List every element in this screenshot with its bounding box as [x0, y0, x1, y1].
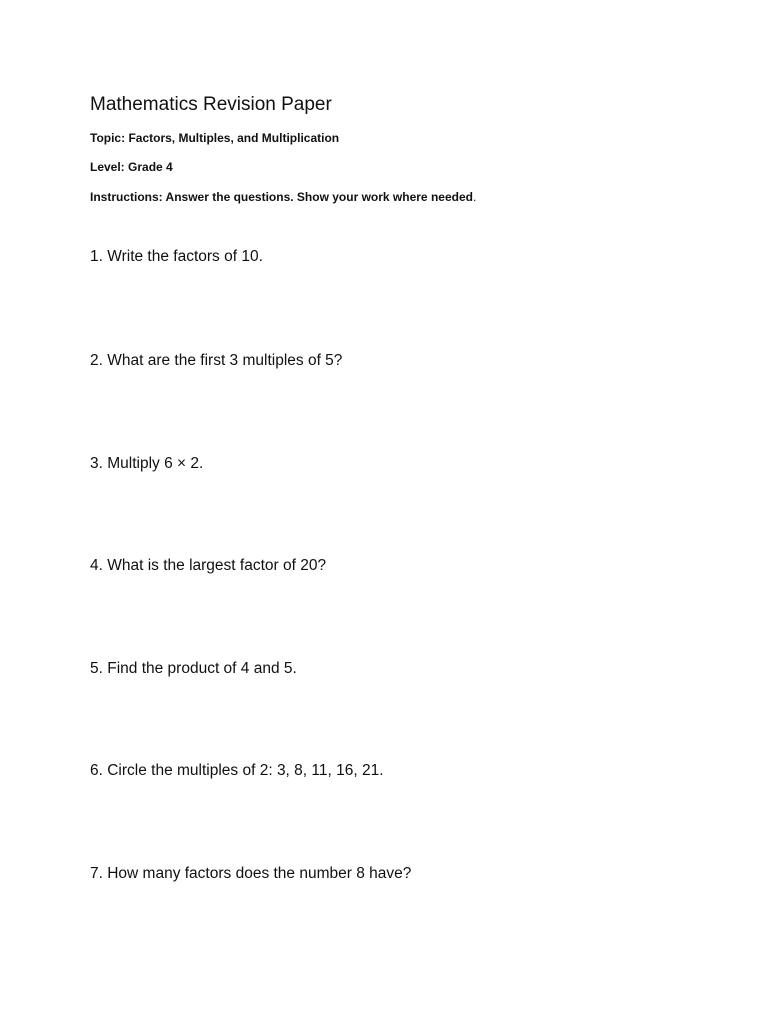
- question-2: 2. What are the first 3 multiples of 5?: [90, 352, 343, 369]
- paper-title: Mathematics Revision Paper: [90, 94, 332, 115]
- question-6: 6. Circle the multiples of 2: 3, 8, 11, 16, 21.: [90, 762, 384, 779]
- question-7: 7. How many factors does the number 8 have?: [90, 865, 412, 882]
- instructions-period: .: [472, 190, 477, 204]
- topic-line: Topic: Factors, Multiples, and Multiplication: [90, 131, 340, 145]
- question-4: 4. What is the largest factor of 20?: [90, 557, 327, 574]
- instructions-text: Instructions: Answer the questions. Show your work where needed: [90, 190, 473, 204]
- instructions-line: [90, 190, 476, 204]
- level-line: Level: Grade 4: [90, 160, 173, 174]
- question-5: 5. Find the product of 4 and 5.: [90, 660, 297, 677]
- question-1: 1. Write the factors of 10.: [90, 248, 263, 265]
- question-3: 3. Multiply 6 × 2.: [90, 455, 204, 472]
